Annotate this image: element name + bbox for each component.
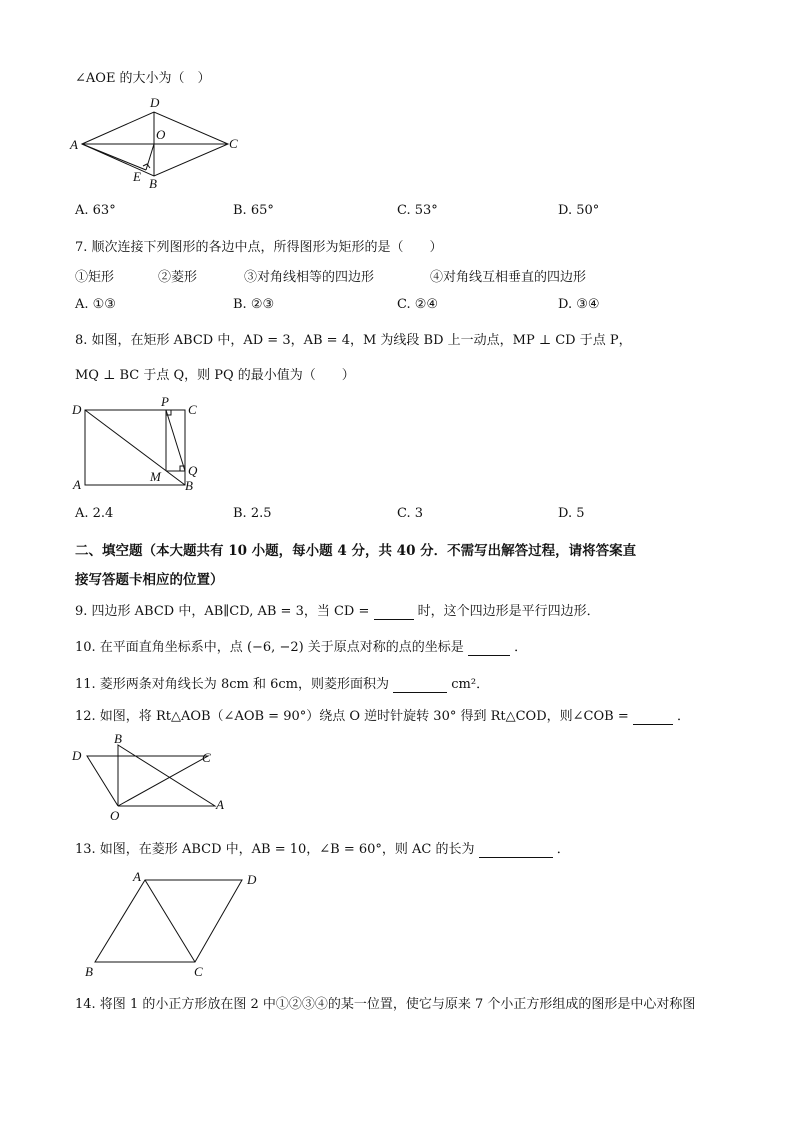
q6-rhombus-figure <box>70 92 240 192</box>
q13-label-c: C <box>194 964 203 979</box>
section2-heading-line2: 接写答题卡相应的位置） <box>75 572 224 588</box>
q8-label-b: B <box>185 478 193 493</box>
q13-stem: 13. 如图，在菱形 ABCD 中，AB = 10，∠B = 60°，则 AC 的长为 <box>75 842 475 857</box>
q10-answer-blank[interactable] <box>468 640 510 656</box>
q10-stem-tail: ． <box>514 640 528 655</box>
q12-stem: 12. 如图，将 Rt△AOB（∠AOB = 90°）绕点 O 逆时针旋转 30° 得到 Rt△COD，则∠COB = <box>75 709 629 724</box>
q12-answer-blank[interactable] <box>633 709 673 725</box>
q8-option-a[interactable]: A. 2.4 <box>75 506 114 521</box>
q8-label-c: C <box>188 402 197 417</box>
q13-rhombus-figure <box>75 866 275 981</box>
q13-label-d: D <box>247 872 257 887</box>
q6-option-a[interactable]: A. 63° <box>75 203 116 218</box>
q13-label-b: B <box>85 964 93 979</box>
q7-option-d[interactable]: D. ③④ <box>558 297 600 312</box>
q11-stem-tail: cm²． <box>451 677 490 692</box>
q8-label-m: M <box>150 469 161 484</box>
q6-label-a: A <box>70 137 78 152</box>
q9-answer-blank[interactable] <box>374 604 414 620</box>
q8-label-q: Q <box>188 463 198 478</box>
q8-rectangle-figure <box>70 393 210 493</box>
q8-label-a: A <box>73 477 81 492</box>
q7-option-a[interactable]: A. ①③ <box>75 297 116 312</box>
q9-stem-tail: 时，这个四边形是平行四边形． <box>417 604 600 619</box>
q7-stem: 7. 顺次连接下列图形的各边中点，所得图形为矩形的是（ ） <box>75 240 443 255</box>
q8-stem-line2: MQ ⊥ BC 于点 Q，则 PQ 的最小值为（ ） <box>75 368 355 383</box>
q6-label-c: C <box>229 136 238 151</box>
q11-stem: 11. 菱形两条对角线长为 8cm 和 6cm，则菱形面积为 <box>75 677 389 692</box>
q8-option-b[interactable]: B. 2.5 <box>233 506 272 521</box>
q13-line <box>75 838 570 858</box>
q10-stem: 10. 在平面直角坐标系中，点 (−6, −2) 关于原点对称的点的坐标是 <box>75 640 464 655</box>
q6-stem: ∠AOE 的大小为（ ） <box>75 71 211 86</box>
q6-option-b[interactable]: B. 65° <box>233 203 274 218</box>
q7-item-2: ②菱形 <box>158 270 198 285</box>
q13-label-a: A <box>133 869 141 884</box>
q13-stem-tail: ． <box>556 842 570 857</box>
section2-heading-line1: 二、填空题（本大题共有 10 小题，每小题 4 分，共 40 分．不需写出解答过程，请将答案直 <box>75 543 637 559</box>
q10-line <box>75 636 527 656</box>
q6-option-d[interactable]: D. 50° <box>558 203 600 218</box>
q12-stem-tail: ． <box>677 709 691 724</box>
q8-option-d[interactable]: D. 5 <box>558 506 585 521</box>
q8-stem-line1: 8. 如图，在矩形 ABCD 中，AD = 3，AB = 4，M 为线段 BD 上一动点，MP ⊥ CD 于点 P， <box>75 333 632 348</box>
q7-item-3: ③对角线相等的四边形 <box>244 270 375 285</box>
q13-answer-blank[interactable] <box>479 842 553 858</box>
q7-item-4: ④对角线互相垂直的四边形 <box>430 270 587 285</box>
q12-label-o: O <box>110 808 120 823</box>
q6-label-o: O <box>156 127 166 142</box>
q11-line <box>75 673 489 693</box>
q12-label-b: B <box>114 731 122 746</box>
q7-item-1: ①矩形 <box>75 270 115 285</box>
q9-stem: 9. 四边形 ABCD 中，AB∥CD, AB = 3，当 CD = <box>75 604 370 619</box>
q7-option-b[interactable]: B. ②③ <box>233 297 275 312</box>
q8-label-d: D <box>72 402 82 417</box>
q8-label-p: P <box>161 394 169 409</box>
q11-answer-blank[interactable] <box>393 677 447 693</box>
q12-line <box>75 705 690 725</box>
q6-label-d: D <box>150 95 160 110</box>
q6-label-e: E <box>133 169 141 184</box>
q7-option-c[interactable]: C. ②④ <box>397 297 439 312</box>
q8-option-c[interactable]: C. 3 <box>397 506 424 521</box>
q14-stem: 14. 将图 1 的小正方形放在图 2 中①②③④的某一位置，使它与原来 7 个小正方形组成的图形是中心对称图 <box>75 997 696 1012</box>
q12-rotation-figure <box>70 728 240 823</box>
q9-line <box>75 600 600 620</box>
q6-label-b: B <box>149 176 157 191</box>
q12-label-d: D <box>72 748 82 763</box>
q6-option-c[interactable]: C. 53° <box>397 203 438 218</box>
q12-label-a: A <box>216 797 224 812</box>
q12-label-c: C <box>202 750 211 765</box>
